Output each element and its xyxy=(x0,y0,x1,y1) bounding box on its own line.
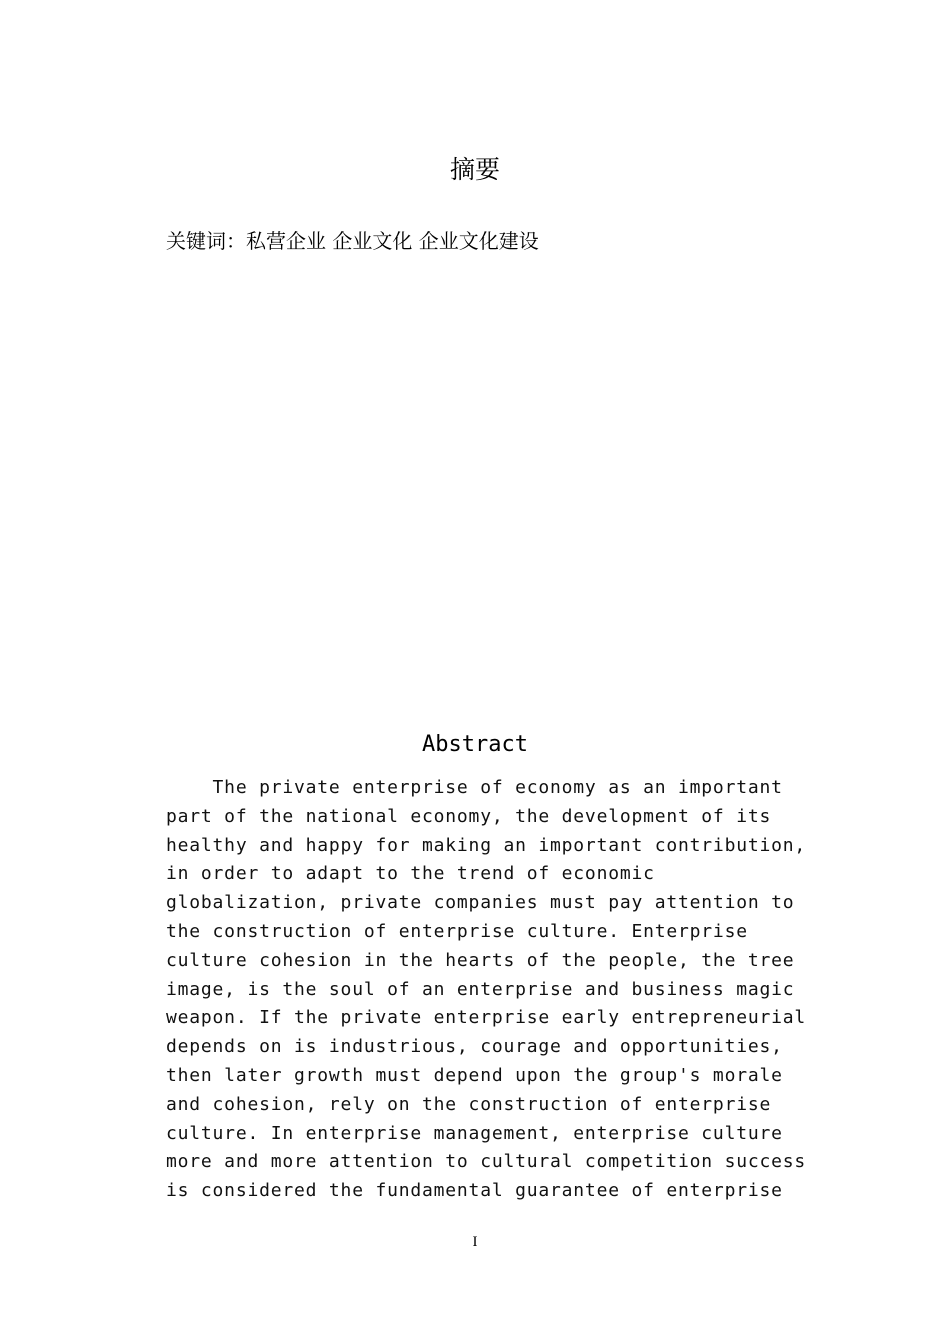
abstract-line: and cohesion, rely on the construction of enterprise xyxy=(166,1093,772,1115)
keywords-line: 关键词：私营企业 企业文化 企业文化建设 xyxy=(166,229,539,253)
abstract-line: then later growth must depend upon the group's morale xyxy=(166,1064,783,1086)
abstract-line: part of the national economy, the development of its xyxy=(166,805,772,827)
abstract-line: in order to adapt to the trend of economic xyxy=(166,863,655,885)
abstract-line: culture. In enterprise management, enterprise culture xyxy=(166,1122,783,1144)
abstract-line: is considered the fundamental guarantee of enterprise xyxy=(166,1180,783,1202)
page-number: I xyxy=(472,1234,478,1250)
english-abstract-title: Abstract xyxy=(422,732,528,757)
abstract-body xyxy=(166,774,807,1206)
chinese-abstract-title: 摘要 xyxy=(449,155,500,184)
abstract-line: culture cohesion in the hearts of the people, the tree xyxy=(166,949,795,971)
abstract-line: globalization, private companies must pay attention to xyxy=(166,892,795,914)
abstract-line: the construction of enterprise culture. Enterprise xyxy=(166,920,748,942)
abstract-line: healthy and happy for making an important contribution, xyxy=(166,834,807,856)
abstract-line: The private enterprise of economy as an important xyxy=(166,777,783,798)
abstract-line: more and more attention to cultural competition success xyxy=(166,1151,807,1173)
abstract-line: weapon. If the private enterprise early entrepreneurial xyxy=(166,1007,807,1029)
abstract-line: image, is the soul of an enterprise and business magic xyxy=(166,978,795,1000)
abstract-line: depends on is industrious, courage and opportunities, xyxy=(166,1036,783,1058)
